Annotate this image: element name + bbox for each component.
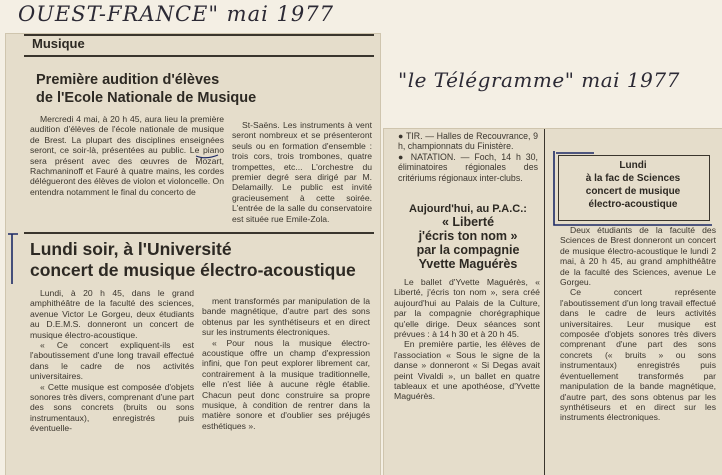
fac-headline-4: électro-acoustique [588,199,678,210]
left-clipping [6,34,380,475]
section-label: Musique [32,36,85,51]
pac-headline-3: j'écris ton nom » [418,229,518,244]
pac-body: Le ballet d'Yvette Maguérès, « Liberté, j'écris ton nom », sera créé aujourd'hui au Palais de la Culture, par la compagnie chorégraphique qu'elle dirige. Deux séances sont prévues : à 14 h 30 et à 20 h 45. En première partie, les élèves de l'association « Sous le signe de la danse » donneront « Si Degas avait peint Vivaldi », un ballet en quatre tableaux et une apothéose, d'Yvette Maguérès. [394,277,540,402]
article1-col1: Mercredi 4 mai, à 20 h 45, aura lieu la première audition d'élèves de l'école nationale de musique de Brest. La plupart des disciplines enseignées seront, ce soir-là, présentées au public. Le piano sera présent avec des œuvres de Mozart, Rachmaninoff et Fauré à quatre mains, les cordes délégueront des élèves de violon et violoncelle. On entendra notamment le final du concerto de [30,114,224,197]
fac-headline-2: à la fac de Sciences [585,173,681,184]
fac-headline-3: concert de musique [585,186,681,197]
pac-headline-2: « Liberté [441,215,495,230]
pac-headline-5: Yvette Maguérès [418,257,518,272]
column-divider [544,129,545,475]
article2-col2: ment transformés par manipulation de la bande magnétique, d'autre part des sons obtenus par les synthétiseurs et en direct sur les instruments électroniques. « Pour nous la musique électro-acoustique offre un champ d'expression infini, que l'on peut explorer librement car, contrairement à la musique traditionnelle, elle n'est liée à aucune règle établie. Chacun peut donc construire sa propre musique, à condition de rentrer dans la matière sonore et d'oublier ses préjugés esthétiques ». [202,296,370,431]
right-source-annotation: "le Télégramme" mai 1977 [398,68,680,92]
fac-headline-1: Lundi [619,160,647,171]
section-rule [24,55,374,57]
pac-headline-1: Aujourd'hui, au P.A.C.: [409,203,527,215]
article1-headline-1: Première audition d'élèves [36,72,220,88]
right-clipping [384,129,722,475]
fac-headline [560,159,706,211]
pac-headline [394,203,542,271]
article2-headline-2: concert de musique électro-acoustique [30,260,356,280]
sport-listing: ● TIR. — Halles de Recouvrance, 9 h, championnats du Finistère. ● NATATION. — Foch, 14 h 30, éliminatoires régionales des critériums régionaux inter-clubs. [398,131,538,183]
pac-headline-4: par la compagnie [416,243,520,258]
article1-col2: St-Saëns. Les instruments à vent seront nombreux et se présenteront seuls ou en formation d'ensemble : trois cors, trois trombones, quatre trompettes, etc... L'orchestre du premier degré sera dirigé par M. Delamailly. Le public est invité gracieusement à cette soirée. L'entrée de la salle du conservatoire est située rue Emile-Zola. [232,120,372,224]
left-source-annotation: OUEST-FRANCE" mai 1977 [18,2,334,26]
article-separator [24,232,374,234]
fac-body: Deux étudiants de la faculté des Sciences de Brest donneront un concert de musique électro-acoustique le lundi 2 mai, à 20 h 45, au grand amphithéâtre de la faculté des Sciences, avenue Le Gorgeu. Ce concert représente l'aboutissement d'un long travail effectué dans le cadre de leurs activités universitaires. Leur musique est composée d'objets sonores très divers comprenant d'une part des sons concrets (« bruits » ou sons instrumentaux) enregistrés puis éventuellement transformés par manipulation de la bande magnétique, d'autre part, des sons obtenus par les synthétiseurs et en direct sur les instruments électroniques. [560,225,716,423]
article2-headline-1: Lundi soir, à l'Université [30,239,232,259]
article1-headline-2: de l'Ecole Nationale de Musique [36,90,257,106]
article2-col1: Lundi, à 20 h 45, dans le grand amphithéâtre de la faculté des sciences, avenue Victor Le Gorgeu, deux étudiants au D.E.M.S. donneront un concert de musique électro-acoustique. « Ce concert expliquent-ils est l'aboutissement d'une long travail effectué dans le cadre de nos activités universitaires. « Cette musique est composée d'objets sonores très divers, comprenant d'une part des sons concrets (bruits ou sons instrumentaux), enregistrés puis éventuelle- [30,288,194,434]
